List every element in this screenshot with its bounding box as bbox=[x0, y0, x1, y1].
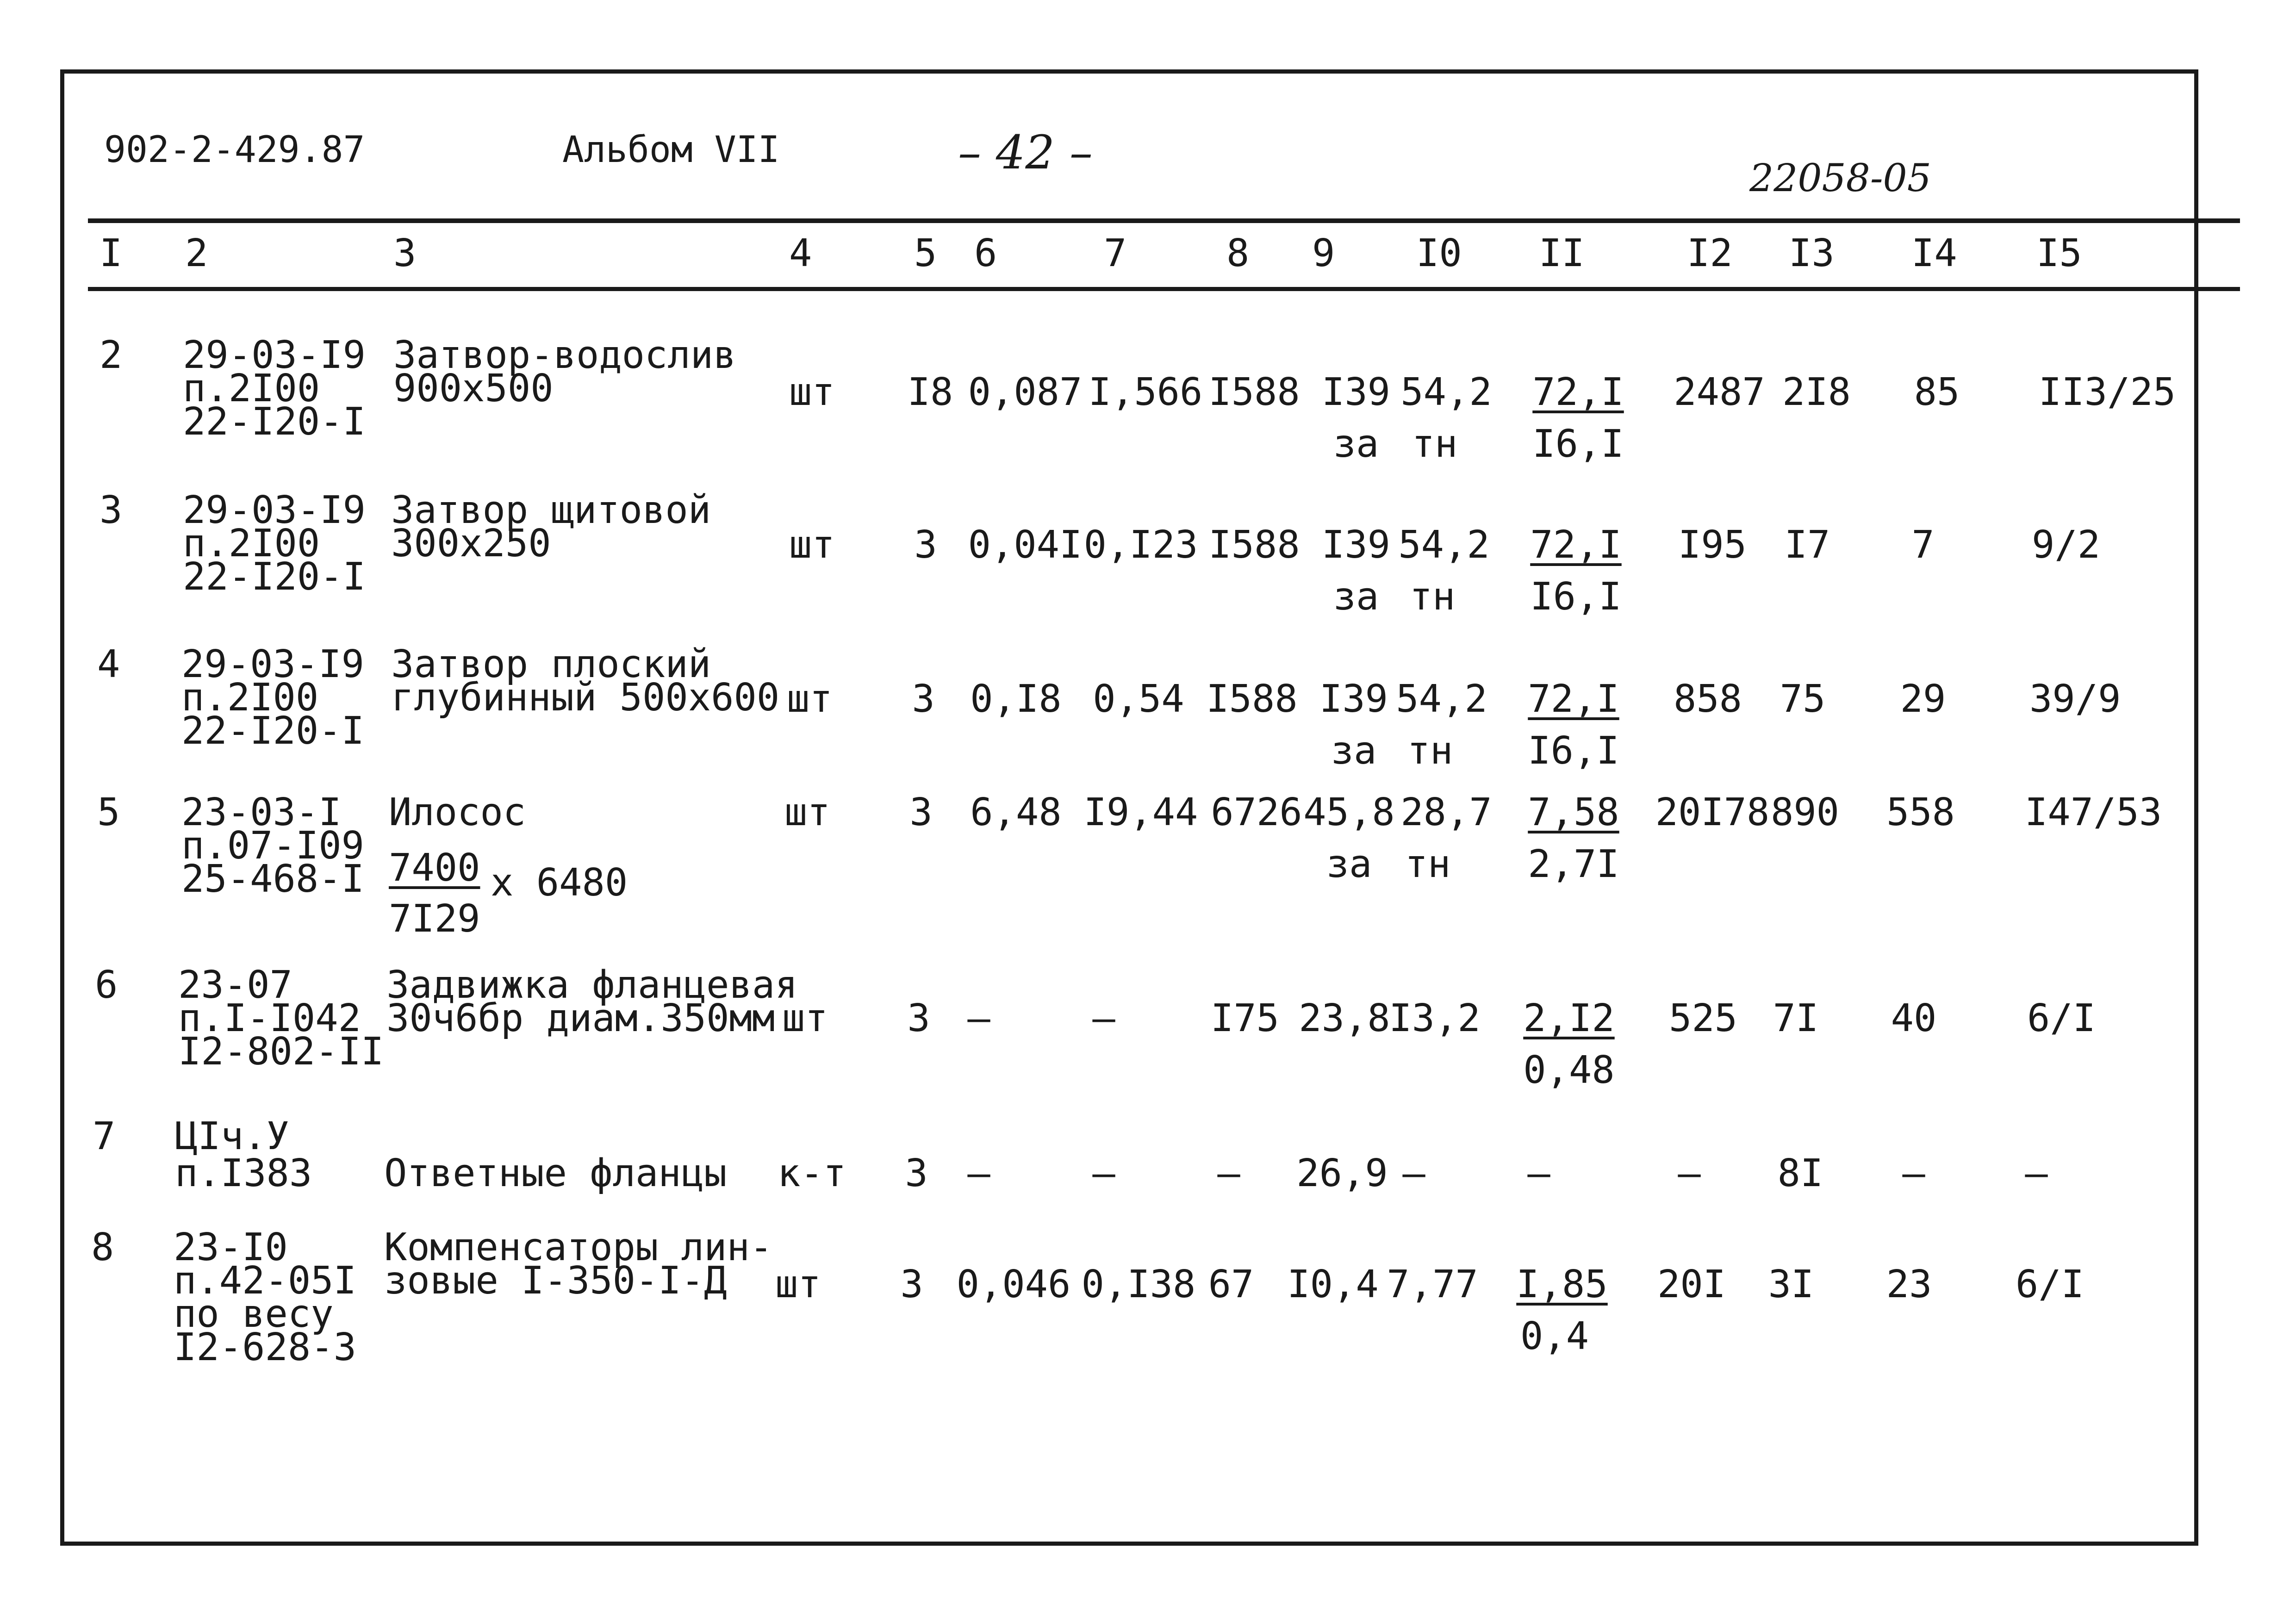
reference-line: п.07-I09 bbox=[181, 824, 364, 868]
unit: шт bbox=[789, 370, 835, 414]
cell-col12: 20I78 bbox=[1655, 790, 1770, 834]
cell-col15: II3/25 bbox=[2039, 370, 2176, 414]
cell-col9: I39 bbox=[1319, 677, 1388, 721]
cell-col11-sub: I6,I bbox=[1532, 422, 1624, 466]
column-number: 4 bbox=[789, 231, 812, 275]
row-number: 5 bbox=[97, 790, 120, 834]
row-number: 6 bbox=[95, 963, 118, 1007]
column-number: 2 bbox=[185, 231, 208, 275]
cell-col8: I588 bbox=[1206, 677, 1298, 721]
cell-col7: 0,54 bbox=[1093, 677, 1184, 721]
cell-col11-sub: I6,I bbox=[1530, 575, 1622, 619]
cell-col9-note: за bbox=[1326, 842, 1372, 886]
cell-col14: – bbox=[1902, 1151, 1925, 1195]
reference-line: 23-03-I bbox=[181, 790, 342, 834]
cell-col10: 54,2 bbox=[1396, 677, 1487, 721]
cell-col12: 858 bbox=[1673, 677, 1742, 721]
unit: шт bbox=[775, 1262, 821, 1306]
cell-col7: 0,I23 bbox=[1083, 523, 1198, 567]
item-name-line: Затвор-водослив bbox=[393, 333, 736, 377]
cell-col11: 72,I bbox=[1530, 523, 1622, 567]
column-number: 6 bbox=[974, 231, 997, 275]
cell-col8: I75 bbox=[1210, 996, 1280, 1040]
row-number: 3 bbox=[100, 488, 123, 532]
cell-col6: 0,046 bbox=[956, 1262, 1071, 1306]
cell-col11: 72,I bbox=[1532, 370, 1624, 414]
unit: шт bbox=[784, 790, 830, 834]
cell-col10: 28,7 bbox=[1400, 790, 1492, 834]
cell-col10: – bbox=[1402, 1151, 1425, 1195]
cell-col12: 2487 bbox=[1674, 370, 1765, 414]
reference-line: 23-07 bbox=[178, 963, 292, 1007]
reference-line: I2-628-3 bbox=[174, 1325, 356, 1369]
column-number: 7 bbox=[1104, 231, 1127, 275]
page-number: – 42 – bbox=[958, 125, 1093, 180]
document-code: 22058-05 bbox=[1749, 156, 1931, 200]
cell-col10: 7,77 bbox=[1387, 1262, 1478, 1306]
column-number: 8 bbox=[1226, 231, 1250, 275]
column-number: 9 bbox=[1312, 231, 1335, 275]
reference-line: п.2I00 bbox=[181, 676, 319, 720]
item-name-line: Затвор плоский bbox=[391, 642, 711, 686]
unit: к-т bbox=[778, 1151, 846, 1195]
cell-col11-sub: I6,I bbox=[1528, 729, 1619, 773]
cell-col15: I47/53 bbox=[2025, 790, 2162, 834]
reference-line: 29-03-I9 bbox=[183, 488, 366, 532]
cell-col9: 26,9 bbox=[1296, 1151, 1388, 1195]
cell-col5: 3 bbox=[914, 523, 937, 567]
row-number: 7 bbox=[93, 1114, 116, 1158]
cell-col9: I39 bbox=[1321, 370, 1391, 414]
reference-line: 22-I20-I bbox=[183, 555, 366, 599]
cell-col9: I39 bbox=[1321, 523, 1391, 567]
reference-line: п.2I00 bbox=[183, 522, 320, 566]
item-name-line: 30ч6бр диам.350мм bbox=[386, 996, 775, 1040]
cell-col9-note: за bbox=[1331, 729, 1377, 773]
item-name-line: глубинный 500x600 bbox=[391, 676, 780, 720]
reference-line: 22-I20-I bbox=[181, 709, 364, 753]
reference-line: 29-03-I9 bbox=[181, 642, 364, 686]
item-name-line: Ответные фланцы bbox=[384, 1151, 727, 1195]
cell-col8: 6726 bbox=[1211, 790, 1302, 834]
reference-line: п.I383 bbox=[175, 1151, 312, 1195]
column-number: 5 bbox=[914, 231, 937, 275]
reference-line: 22-I20-I bbox=[183, 400, 366, 444]
reference-line: I2-802-II bbox=[178, 1030, 384, 1074]
row-number: 4 bbox=[97, 642, 120, 686]
cell-col5: I8 bbox=[907, 370, 953, 414]
cell-col9: I0,4 bbox=[1287, 1262, 1379, 1306]
cell-col8: I588 bbox=[1208, 370, 1300, 414]
cell-col14: 558 bbox=[1886, 790, 1955, 834]
reference-line: 25-468-I bbox=[181, 857, 364, 901]
fraction-multiplier: x 6480 bbox=[491, 861, 628, 905]
cell-col9-note: за bbox=[1333, 575, 1379, 619]
cell-col12: 20I bbox=[1657, 1262, 1726, 1306]
reference-line: п.I-I042 bbox=[178, 996, 361, 1040]
cell-col14: 85 bbox=[1914, 370, 1960, 414]
cell-col10: I3,2 bbox=[1389, 996, 1481, 1040]
item-name-line: Затвор щитовой bbox=[391, 488, 711, 532]
column-number: I5 bbox=[2036, 231, 2082, 275]
fraction-denominator: 7I29 bbox=[389, 897, 480, 941]
cell-col7: – bbox=[1092, 1151, 1115, 1195]
cell-col11-sub: 0,4 bbox=[1520, 1314, 1589, 1358]
cell-col14: 29 bbox=[1900, 677, 1946, 721]
cell-col8: I588 bbox=[1208, 523, 1300, 567]
cell-col13: I7 bbox=[1784, 523, 1830, 567]
cell-col14: 7 bbox=[1911, 523, 1935, 567]
cell-col11: 2,I2 bbox=[1523, 996, 1615, 1040]
cell-col6: 0,I8 bbox=[970, 677, 1062, 721]
cell-col5: 3 bbox=[905, 1151, 928, 1195]
cell-col15: 39/9 bbox=[2029, 677, 2121, 721]
column-number: I2 bbox=[1687, 231, 1733, 275]
cell-col10-note: тн bbox=[1407, 729, 1453, 773]
cell-col12: I95 bbox=[1678, 523, 1747, 567]
cell-col14: 40 bbox=[1891, 996, 1937, 1040]
cell-col7: 0,I38 bbox=[1081, 1262, 1196, 1306]
cell-col6: 0,04I bbox=[968, 523, 1083, 567]
column-number: I bbox=[100, 231, 123, 275]
cell-col8: – bbox=[1217, 1151, 1240, 1195]
cell-col6: – bbox=[967, 996, 990, 1040]
reference-line: п.42-05I bbox=[174, 1259, 356, 1303]
cell-col14: 23 bbox=[1886, 1262, 1932, 1306]
cell-col5: 3 bbox=[909, 790, 933, 834]
unit: шт bbox=[789, 523, 835, 567]
cell-col13: 2I8 bbox=[1782, 370, 1851, 414]
cell-col11: – bbox=[1527, 1151, 1550, 1195]
row-number: 8 bbox=[91, 1225, 114, 1269]
cell-col13: 75 bbox=[1780, 677, 1826, 721]
cell-col13: 8I bbox=[1777, 1151, 1823, 1195]
document-number: 902-2-429.87 bbox=[104, 129, 365, 171]
cell-col9-note: за bbox=[1333, 422, 1379, 466]
cell-col6: – bbox=[967, 1151, 990, 1195]
cell-col5: 3 bbox=[907, 996, 930, 1040]
cell-col13: 3I bbox=[1768, 1262, 1814, 1306]
header-rule-bottom bbox=[88, 287, 2240, 291]
cell-col11-sub: 2,7I bbox=[1528, 842, 1619, 886]
header-rule-top bbox=[88, 218, 2240, 223]
cell-col11: 72,I bbox=[1528, 677, 1619, 721]
cell-col9: 23,8 bbox=[1299, 996, 1390, 1040]
reference-line: 29-03-I9 bbox=[183, 333, 366, 377]
cell-col10-note: тн bbox=[1409, 575, 1456, 619]
cell-col5: 3 bbox=[912, 677, 935, 721]
item-name-line: Задвижка фланцевая bbox=[386, 963, 798, 1007]
cell-col13: 7I bbox=[1773, 996, 1819, 1040]
cell-col7: I,566 bbox=[1088, 370, 1203, 414]
unit: шт bbox=[782, 996, 828, 1040]
cell-col13: 890 bbox=[1770, 790, 1840, 834]
column-number: I4 bbox=[1911, 231, 1957, 275]
column-number: I3 bbox=[1789, 231, 1835, 275]
cell-col12: 525 bbox=[1668, 996, 1738, 1040]
item-name-line: Компенсаторы лин- bbox=[384, 1225, 773, 1269]
column-number: II bbox=[1539, 231, 1585, 275]
cell-col6: 6,48 bbox=[970, 790, 1062, 834]
cell-col15: – bbox=[2025, 1151, 2048, 1195]
column-number: 3 bbox=[393, 231, 417, 275]
cell-col15: 6/I bbox=[2027, 996, 2096, 1040]
unit: шт bbox=[787, 677, 833, 721]
reference-line: по весу bbox=[174, 1292, 334, 1336]
cell-col15: 6/I bbox=[2016, 1262, 2084, 1306]
cell-col10: 54,2 bbox=[1398, 523, 1490, 567]
column-number: I0 bbox=[1416, 231, 1462, 275]
item-name-line: 900x500 bbox=[393, 367, 554, 410]
cell-col8: 67 bbox=[1208, 1262, 1254, 1306]
item-name-line: Илосос bbox=[389, 790, 526, 834]
cell-col12: – bbox=[1678, 1151, 1701, 1195]
album-label: Альбом VII bbox=[562, 129, 780, 171]
cell-col7: I9,44 bbox=[1083, 790, 1198, 834]
cell-col11: I,85 bbox=[1516, 1262, 1608, 1306]
cell-col10-note: тн bbox=[1412, 422, 1458, 466]
item-name-line: 300x250 bbox=[391, 522, 551, 566]
reference-line: ЦIч.У bbox=[175, 1114, 289, 1158]
row-number: 2 bbox=[100, 333, 123, 377]
cell-col11-sub: 0,48 bbox=[1523, 1048, 1615, 1092]
reference-line: п.2I00 bbox=[183, 367, 320, 410]
cell-col5: 3 bbox=[900, 1262, 923, 1306]
cell-col11: 7,58 bbox=[1528, 790, 1619, 834]
cell-col9: 45,8 bbox=[1303, 790, 1395, 834]
cell-col10: 54,2 bbox=[1400, 370, 1492, 414]
reference-line: 23-I0 bbox=[174, 1225, 288, 1269]
cell-col10-note: тн bbox=[1405, 842, 1451, 886]
cell-col15: 9/2 bbox=[2032, 523, 2101, 567]
cell-col6: 0,087 bbox=[968, 370, 1083, 414]
item-name-line: зовые I-350-I-Д bbox=[384, 1259, 727, 1303]
cell-col7: – bbox=[1092, 996, 1115, 1040]
fraction-numerator: 7400 bbox=[389, 846, 480, 890]
